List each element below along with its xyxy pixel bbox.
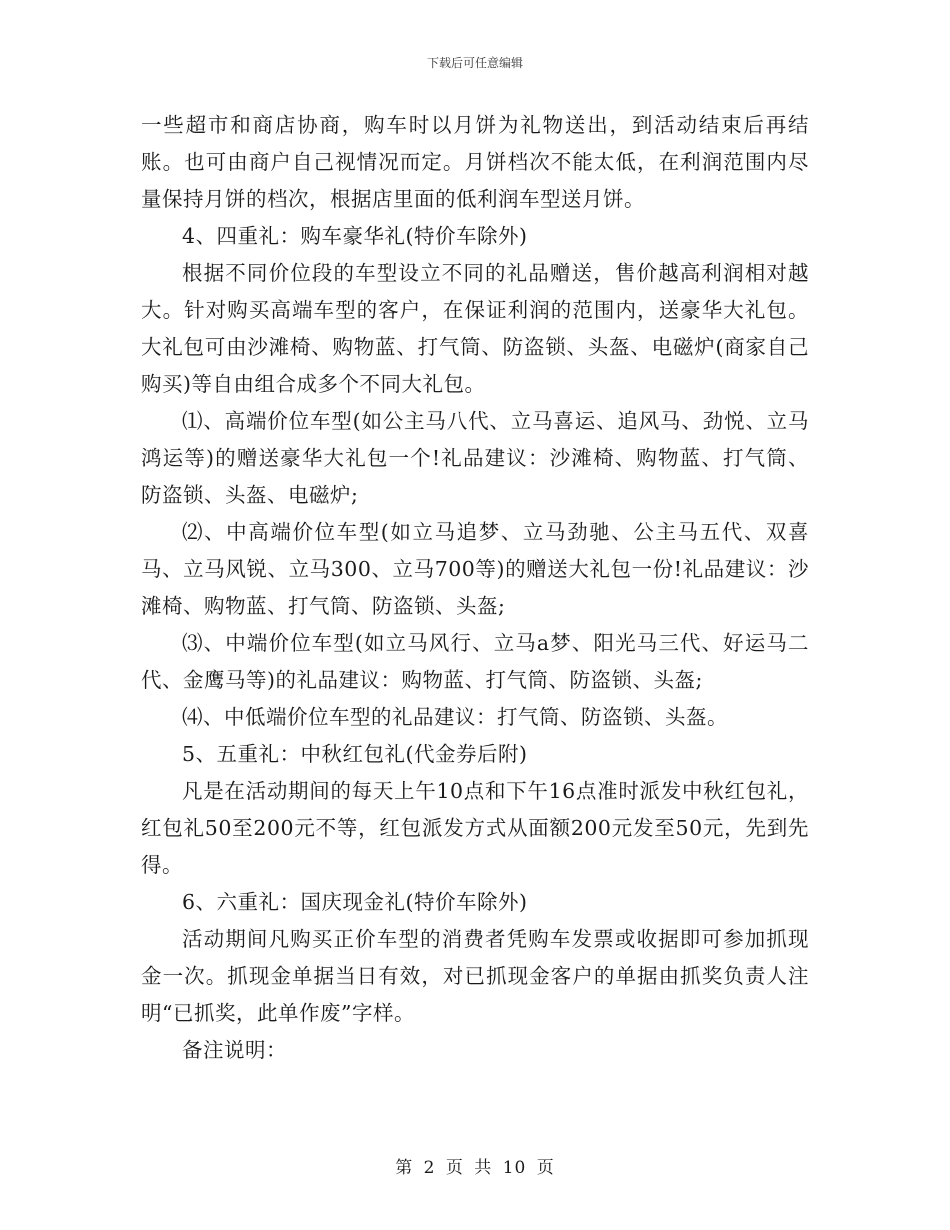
page-header: 下载后可任意编辑: [426, 56, 523, 70]
paragraph: 4、四重礼：购车豪华礼(特价车除外): [182, 224, 528, 248]
paragraph: ⑶、中端价位车型(如立马风行、立马a梦、阳光马三代、好运马二代、金鹰马等)的礼品建议：购物蓝、打气筒、防盗锁、头盔;: [141, 631, 809, 692]
paragraph: 凡是在活动期间的每天上午10点和下午16点准时派发中秋红包礼，红包礼50至200元不等，红包派发方式从面额200元发至50元，先到先得。: [141, 779, 809, 877]
paragraph: ⑵、中高端价位车型(如立马追梦、立马劲驰、公主马五代、双喜马、立马风锐、立马300、立马700等)的赠送大礼包一份!礼品建议：沙滩椅、购物蓝、打气筒、防盗锁、头盔;: [141, 520, 809, 618]
paragraph: 一些超市和商店协商，购车时以月饼为礼物送出，到活动结束后再结账。也可由商户自己视情况而定。月饼档次不能太低，在利润范围内尽量保持月饼的档次，根据店里面的低利润车型送月饼。: [141, 113, 809, 211]
paragraph: 5、五重礼：中秋红包礼(代金券后附): [182, 742, 528, 766]
paragraph: 活动期间凡购买正价车型的消费者凭购车发票或收据即可参加抓现金一次。抓现金单据当日有效，对已抓现金客户的单据由抓奖负责人注明“已抓奖，此单作废”字样。: [141, 927, 809, 1025]
paragraph: ⑴、高端价位车型(如公主马八代、立马喜运、追风马、劲悦、立马鸿运等)的赠送豪华大礼包一个!礼品建议：沙滩椅、购物蓝、打气筒、防盗锁、头盔、电磁炉;: [141, 409, 809, 507]
paragraph: 根据不同价位段的车型设立不同的礼品赠送，售价越高利润相对越大。针对购买高端车型的客户，在保证利润的范围内，送豪华大礼包。大礼包可由沙滩椅、购物蓝、打气筒、防盗锁、头盔、电磁炉(商家自己购买)等自由组合成多个不同大礼包。: [141, 261, 809, 396]
paragraph: ⑷、中低端价位车型的礼品建议：打气筒、防盗锁、头盔。: [182, 705, 728, 729]
paragraph: 6、六重礼：国庆现金礼(特价车除外): [182, 890, 528, 914]
paragraph: 备注说明：: [182, 1038, 287, 1062]
page-number: 第 2 页 共 10 页: [395, 1158, 555, 1178]
document-body: [141, 107, 809, 1069]
